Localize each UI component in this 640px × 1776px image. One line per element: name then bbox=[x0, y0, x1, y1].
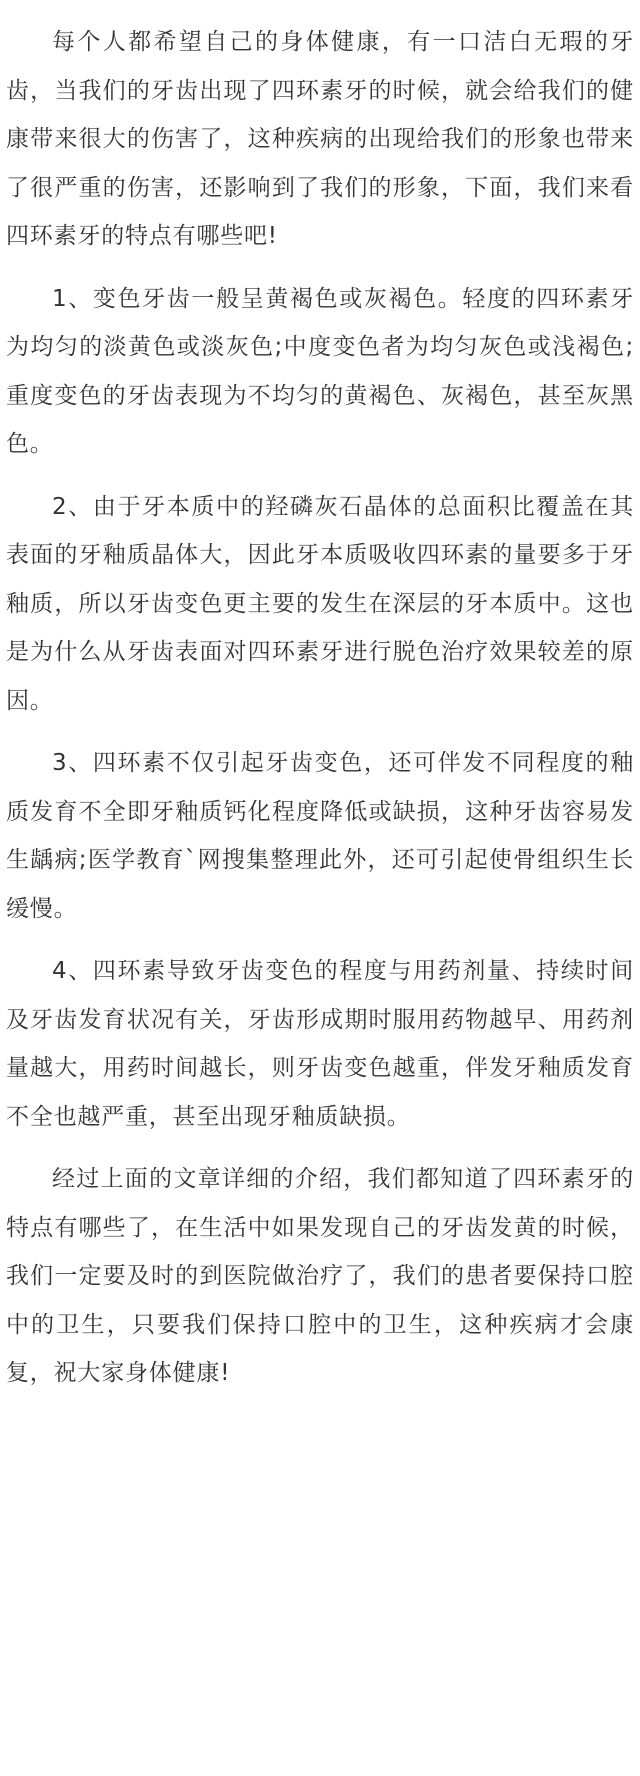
point-3-paragraph: 3、四环素不仅引起牙齿变色，还可伴发不同程度的釉质发育不全即牙釉质钙化程度降低或缺损，这种牙齿容易发生龋病;医学教育`网搜集整理此外，还可引起使骨组织生长缓慢。 bbox=[6, 750, 634, 922]
point-2-paragraph: 2、由于牙本质中的羟磷灰石晶体的总面积比覆盖在其表面的牙釉质晶体大，因此牙本质吸收四环素的量要多于牙釉质，所以牙齿变色更主要的发生在深层的牙本质中。这也是为什么从牙齿表面对四环素牙进行脱色治疗效果较差的原因。 bbox=[6, 493, 634, 714]
intro-paragraph: 每个人都希望自己的身体健康，有一口洁白无瑕的牙齿，当我们的牙齿出现了四环素牙的时候，就会给我们的健康带来很大的伤害了，这种疾病的出现给我们的形象也带来了很严重的伤害，还影响到了我们的形象，下面，我们来看四环素牙的特点有哪些吧! bbox=[6, 29, 634, 249]
conclusion-paragraph: 经过上面的文章详细的介绍，我们都知道了四环素牙的特点有哪些了，在生活中如果发现自己的牙齿发黄的时候，我们一定要及时的到医院做治疗了，我们的患者要保持口腔中的卫生，只要我们保持口腔中的卫生，这种疾病才会康复，祝大家身体健康! bbox=[6, 1166, 634, 1386]
point-4-paragraph: 4、四环素导致牙齿变色的程度与用药剂量、持续时间及牙齿发育状况有关，牙齿形成期时服用药物越早、用药剂量越大，用药时间越长，则牙齿变色越重，伴发牙釉质发育不全也越严重，甚至出现牙釉质缺损。 bbox=[6, 958, 634, 1130]
point-1-paragraph: 1、变色牙齿一般呈黄褐色或灰褐色。轻度的四环素牙为均匀的淡黄色或淡灰色;中度变色者为均匀灰色或浅褐色;重度变色的牙齿表现为不均匀的黄褐色、灰褐色，甚至灰黑色。 bbox=[6, 285, 634, 457]
